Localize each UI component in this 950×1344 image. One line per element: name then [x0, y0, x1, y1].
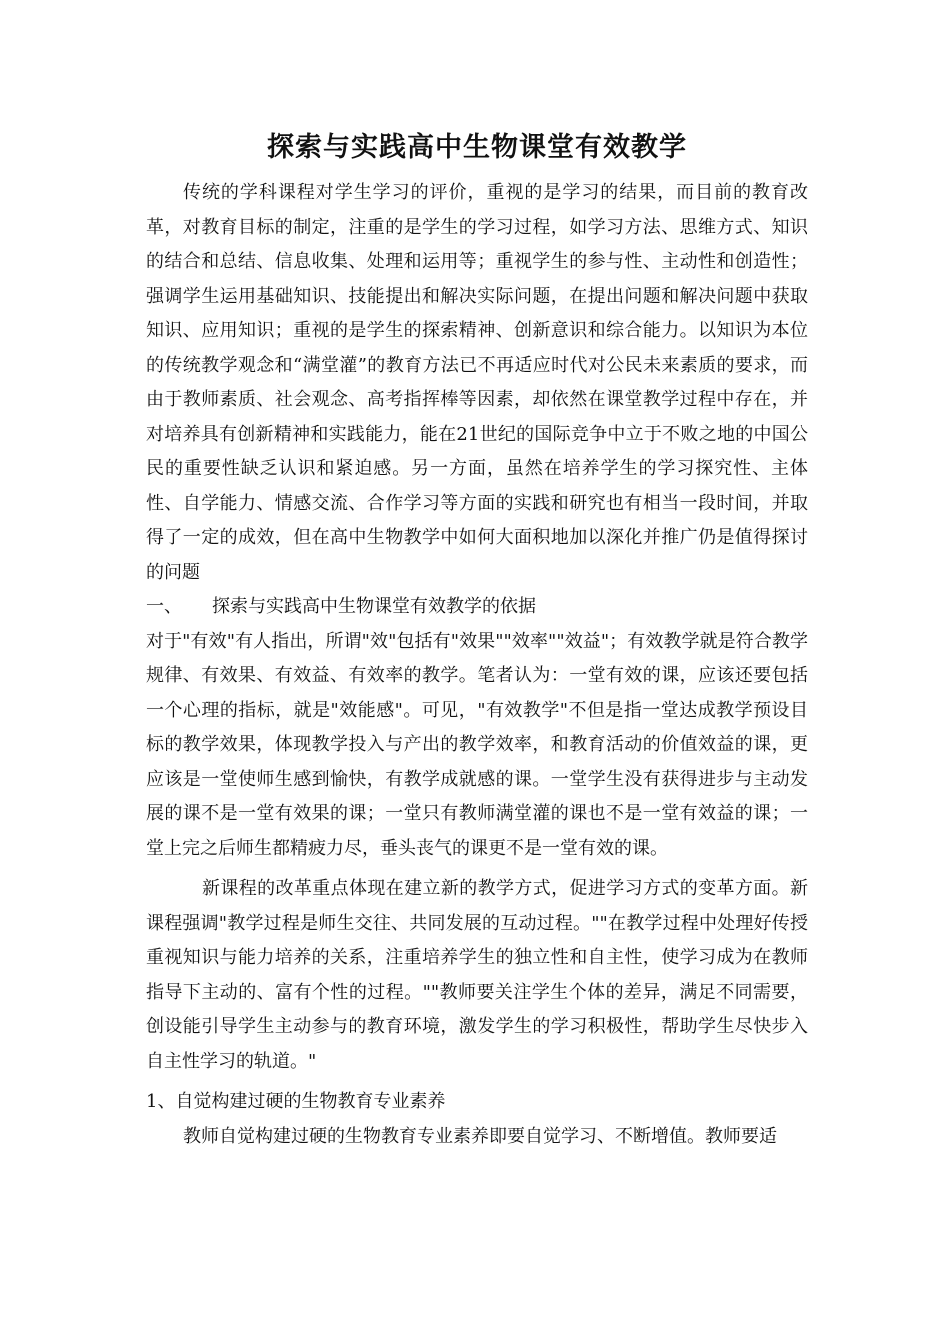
section-title: 探索与实践高中生物课堂有效教学的依据: [212, 596, 536, 617]
document-page: [146, 128, 808, 1154]
paragraph-new-curriculum: 新课程的改革重点体现在建立新的教学方式，促进学习方式的变革方面。新课程强调"教学过程是师生交往、共同发展的互动过程。""在教学过程中处理好传授重视知识与能力培养的关系，注重培养学生的独立性和自主性，使学习成为在教师指导下主动的、富有个性的过程。""教师要关注学生个体的差异，满足不同需要，创设能引导学生主动参与的教育环境，激发学生的学习积极性，帮助学生尽快步入自主性学习的轨道。": [146, 878, 808, 1072]
paragraph-teacher-literacy: 教师自觉构建过硬的生物教育专业素养即要自觉学习、不断增值。教师要适: [183, 1125, 777, 1147]
paragraph-intro: 传统的学科课程对学生学习的评价，重视的是学习的结果，而目前的教育改革，对教育目标的制定，注重的是学生的学习过程，如学习方法、思维方式、知识的结合和总结、信息收集、处理和运用等；重视学生的参与性、主动性和创造性；强调学生运用基础知识、技能提出和解决实际问题，在提出问题和解决问题中获取知识、应用知识；重视的是学生的探索精神、创新意识和综合能力。以知识为本位的传统教学观念和“满堂灌”的教育方法已不再适应时代对公民未来素质的要求，而由于教师素质、社会观念、高考指挥棒等因素，却依然在课堂教学过程中存在，并对培养具有创新精神和实践能力，能在21世纪的国际竞争中立于不败之地的中国公民的重要性缺乏认识和紧迫感。另一方面，虽然在培养学生的学习探究性、主体性、自学能力、情感交流、合作学习等方面的实践和研究也有相当一段时间，并取得了一定的成效，但在高中生物教学中如何大面积地加以深化并推广仍是值得探讨的问题: [146, 182, 808, 583]
document-title: 探索与实践高中生物课堂有效教学: [267, 132, 687, 163]
subsection-heading-1: 1、自觉构建过硬的生物教育专业素养: [146, 1091, 446, 1112]
paragraph-effective-teaching: 对于"有效"有人指出，所谓"效"包括有"效果""效率""效益"；有效教学就是符合教学规律、有效果、有效益、有效率的教学。笔者认为：一堂有效的课，应该还要包括一个心理的指标，就是"效能感"。可见，"有效教学"不但是指一堂达成教学预设目标的教学效果，体现教学投入与产出的教学效率，和教育活动的价值效益的课，更应该是一堂使师生感到愉快，有教学成就感的课。一堂学生没有获得进步与主动发展的课不是一堂有效果的课；一堂只有教师满堂灌的课也不是一堂有效益的课；一堂上完之后师生都精疲力尽，垂头丧气的课更不是一堂有效的课。: [146, 630, 808, 859]
section-number: 一、: [146, 596, 182, 617]
section-heading-1: [146, 590, 808, 625]
